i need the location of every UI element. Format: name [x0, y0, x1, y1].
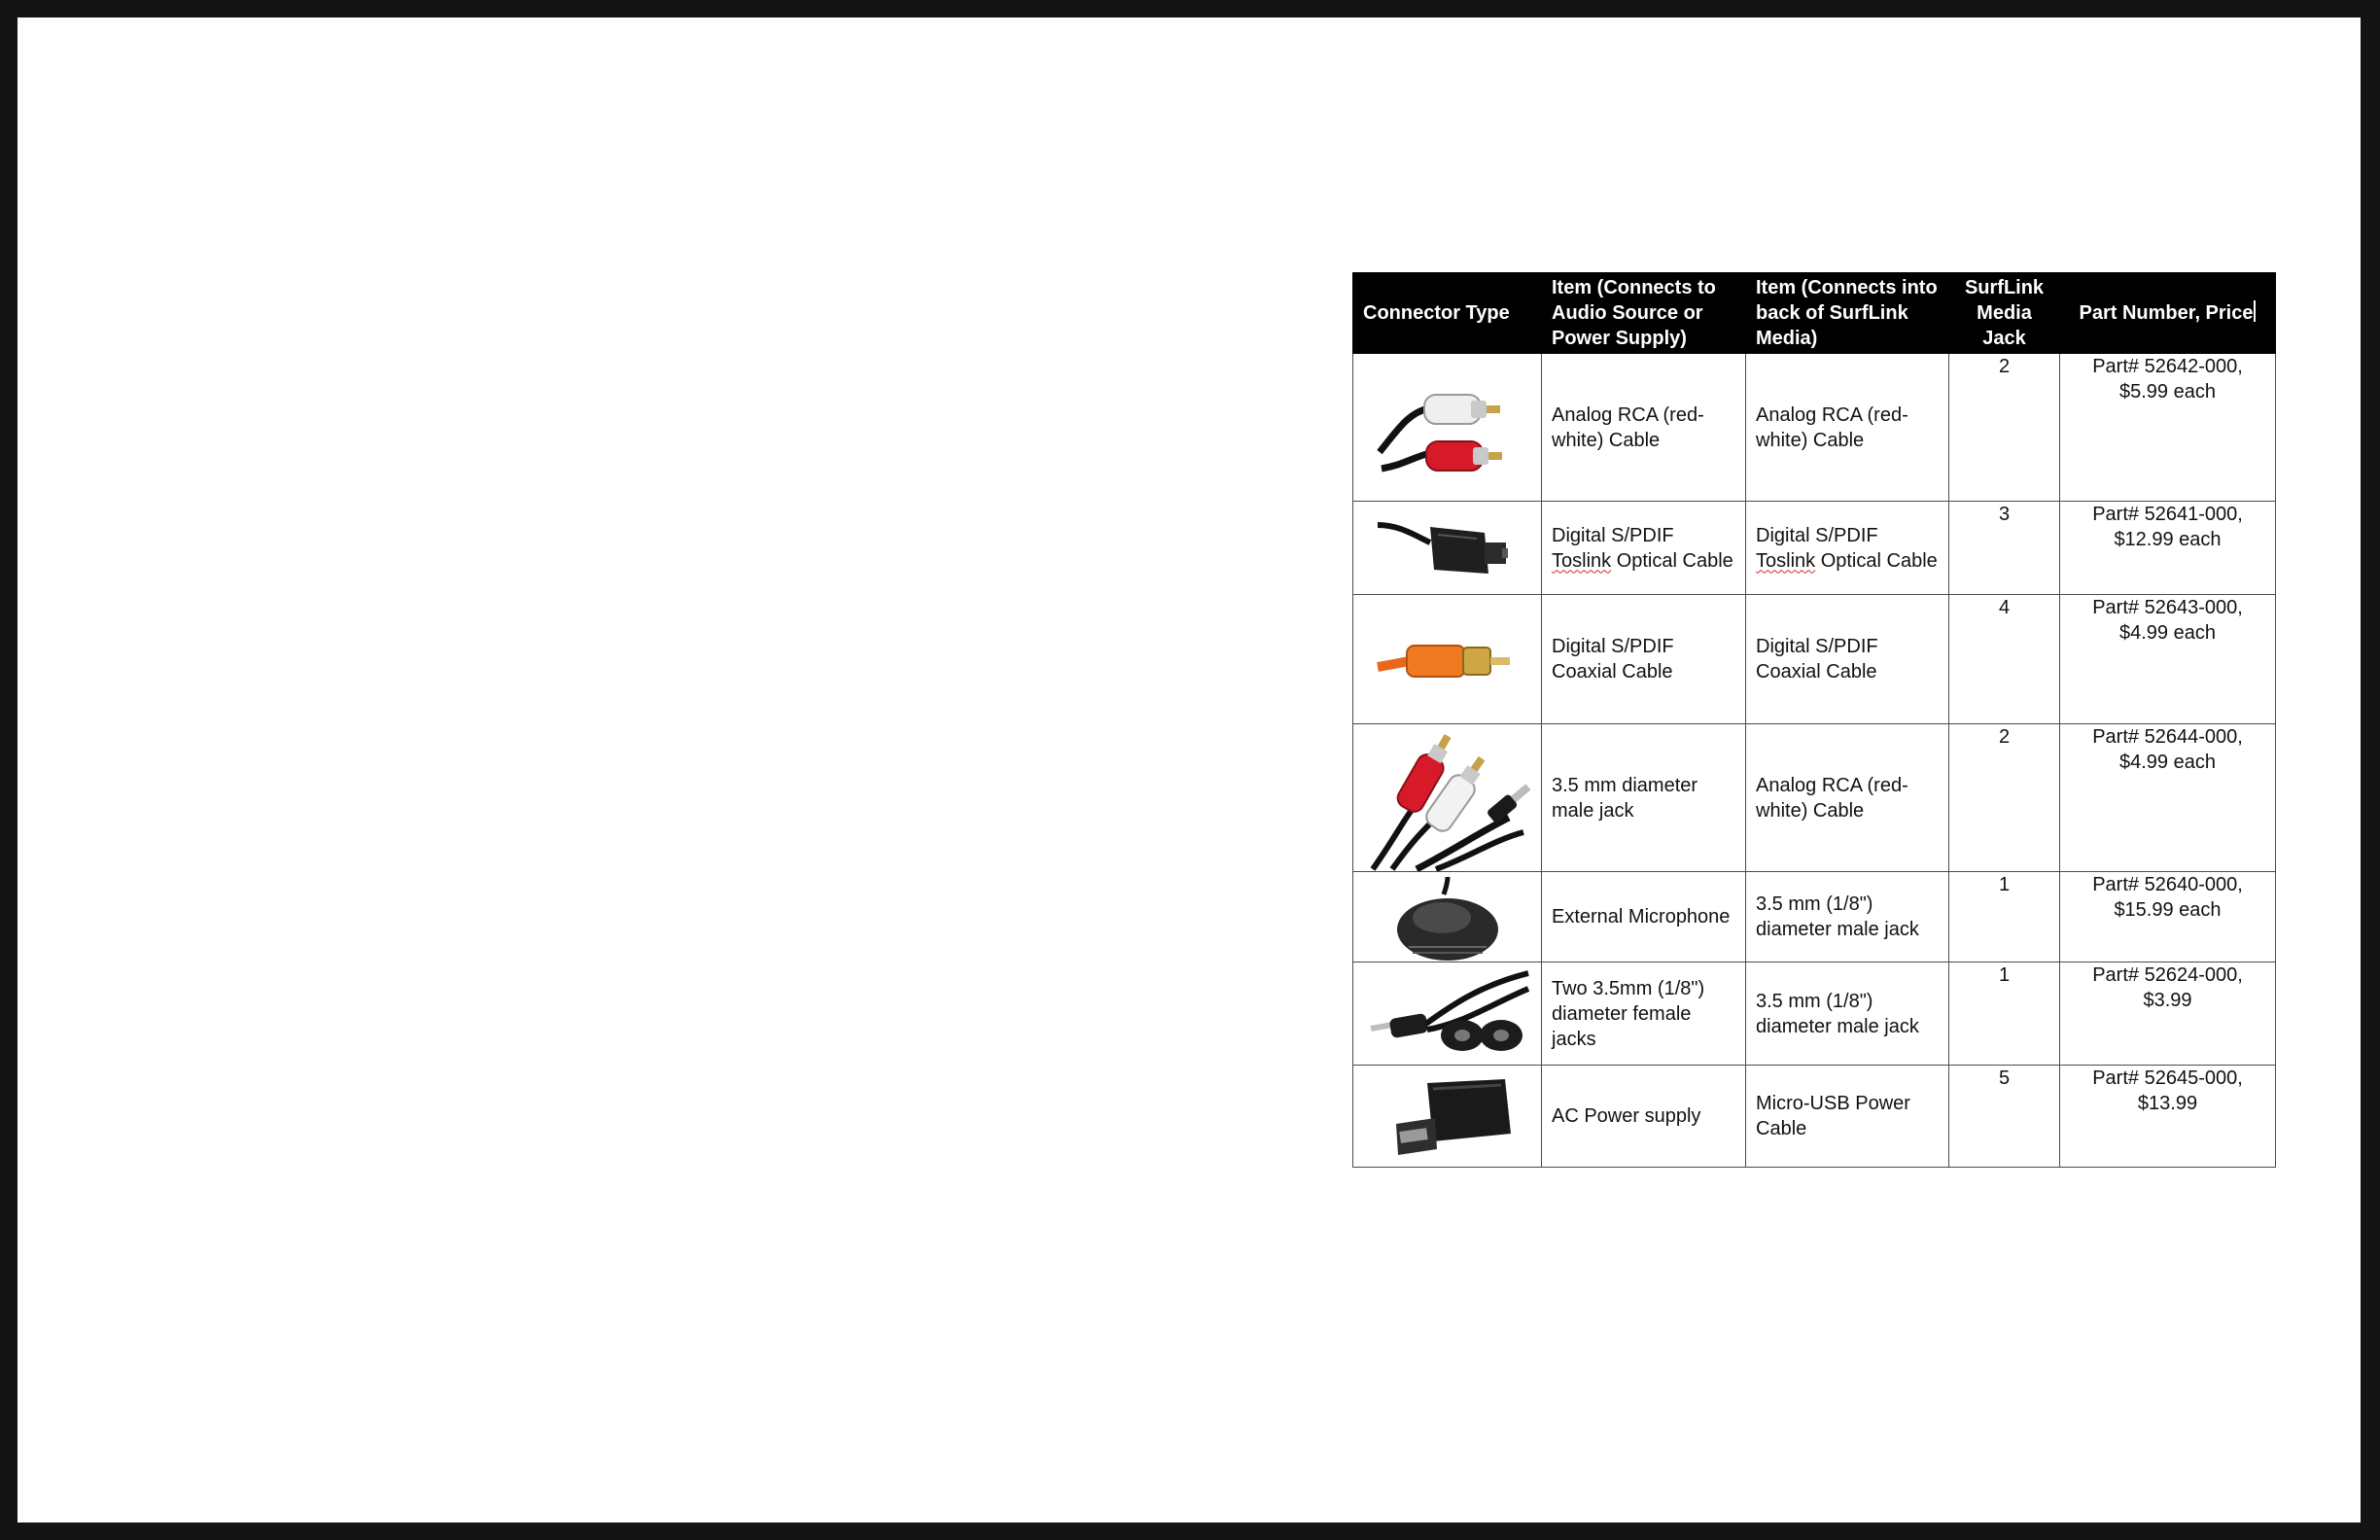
- jack-cell: 2: [1949, 724, 2060, 872]
- jack-cell: 3: [1949, 502, 2060, 595]
- document-page: [18, 18, 2361, 1522]
- table-row: [1353, 354, 2276, 502]
- jack-cell: 2: [1949, 354, 2060, 502]
- connector-image-cell: [1353, 872, 1542, 962]
- item-source-cell: External Microphone: [1542, 872, 1746, 962]
- part-price-cell: [2060, 872, 2276, 962]
- item-text: Optical Cable: [1815, 549, 1938, 572]
- connector-image-cell: [1353, 354, 1542, 502]
- rca-to-3.5mm-cable-icon: [1363, 725, 1538, 871]
- connector-image-cell: [1353, 595, 1542, 724]
- part-price-cell: [2060, 724, 2276, 872]
- part-number: Part# 52643-000,: [2092, 597, 2243, 618]
- item-source-cell: AC Power supply: [1542, 1066, 1746, 1168]
- item-back-cell: 3.5 mm (1/8") diameter male jack: [1746, 872, 1949, 962]
- item-back-cell: Micro-USB Power Cable: [1746, 1066, 1949, 1168]
- connector-image-cell: [1353, 962, 1542, 1066]
- jack-cell: 4: [1949, 595, 2060, 724]
- connector-image-cell: [1353, 724, 1542, 872]
- part-number: Part# 52640-000,: [2092, 874, 2243, 895]
- table-row: [1353, 962, 2276, 1066]
- connector-parts-table: [1352, 272, 2276, 1168]
- part-number: Part# 52641-000,: [2092, 504, 2243, 525]
- item-source-cell: Two 3.5mm (1/8") diameter female jacks: [1542, 962, 1746, 1066]
- header-item-source: Item (Connects to Audio Source or Power Supply): [1542, 273, 1746, 354]
- price: $13.99: [2137, 1093, 2198, 1114]
- part-number: Part# 52644-000,: [2092, 726, 2243, 748]
- part-price-cell: [2060, 1066, 2276, 1168]
- spellcheck-word: Toslink: [1756, 549, 1816, 572]
- splitter-3.5mm-cable-icon: [1365, 965, 1530, 1063]
- price: $4.99 each: [2119, 752, 2216, 773]
- item-source-cell: [1542, 502, 1746, 595]
- item-text: Optical Cable: [1611, 549, 1733, 572]
- table-row: [1353, 872, 2276, 962]
- external-microphone-icon: [1370, 873, 1525, 961]
- item-source-cell: Analog RCA (red-white) Cable: [1542, 354, 1746, 502]
- price: $5.99 each: [2119, 381, 2216, 402]
- table-row: [1353, 724, 2276, 872]
- jack-cell: 1: [1949, 962, 2060, 1066]
- part-price-cell: [2060, 962, 2276, 1066]
- item-text: Digital S/PDIF: [1756, 524, 1878, 546]
- item-text: Digital S/PDIF: [1552, 524, 1674, 546]
- price: $12.99 each: [2114, 529, 2222, 550]
- table-header-row: [1353, 273, 2276, 354]
- part-number: Part# 52645-000,: [2092, 1068, 2243, 1089]
- header-connector-type: Connector Type: [1353, 273, 1542, 354]
- price: $3.99: [2143, 990, 2192, 1011]
- item-source-cell: Digital S/PDIF Coaxial Cable: [1542, 595, 1746, 724]
- spellcheck-word: Toslink: [1552, 549, 1612, 572]
- connector-image-cell: [1353, 1066, 1542, 1168]
- header-jack: SurfLink Media Jack: [1949, 273, 2060, 354]
- part-price-cell: [2060, 502, 2276, 595]
- part-number: Part# 52624-000,: [2092, 964, 2243, 986]
- table-row: [1353, 1066, 2276, 1168]
- header-item-back: Item (Connects into back of SurfLink Media): [1746, 273, 1949, 354]
- micro-usb-plug-icon: [1375, 1069, 1521, 1163]
- price: $4.99 each: [2119, 622, 2216, 644]
- item-back-cell: Analog RCA (red-white) Cable: [1746, 724, 1949, 872]
- header-part-price: [2060, 273, 2276, 354]
- table-row: [1353, 595, 2276, 724]
- part-number: Part# 52642-000,: [2092, 356, 2243, 377]
- connector-image-cell: [1353, 502, 1542, 595]
- part-price-cell: [2060, 354, 2276, 502]
- toslink-optical-plug-icon: [1370, 506, 1525, 591]
- rca-red-white-plug-icon: [1370, 360, 1525, 496]
- jack-cell: 1: [1949, 872, 2060, 962]
- item-back-cell: Digital S/PDIF Coaxial Cable: [1746, 595, 1949, 724]
- jack-cell: 5: [1949, 1066, 2060, 1168]
- item-back-cell: 3.5 mm (1/8") diameter male jack: [1746, 962, 1949, 1066]
- item-source-cell: 3.5 mm diameter male jack: [1542, 724, 1746, 872]
- table-row: [1353, 502, 2276, 595]
- orange-coaxial-plug-icon: [1370, 611, 1525, 708]
- part-price-cell: [2060, 595, 2276, 724]
- text-cursor: [2254, 300, 2256, 322]
- item-back-cell: Analog RCA (red-white) Cable: [1746, 354, 1949, 502]
- price: $15.99 each: [2114, 899, 2222, 921]
- item-back-cell: [1746, 502, 1949, 595]
- header-part-price-text: Part Number, Price: [2079, 302, 2254, 324]
